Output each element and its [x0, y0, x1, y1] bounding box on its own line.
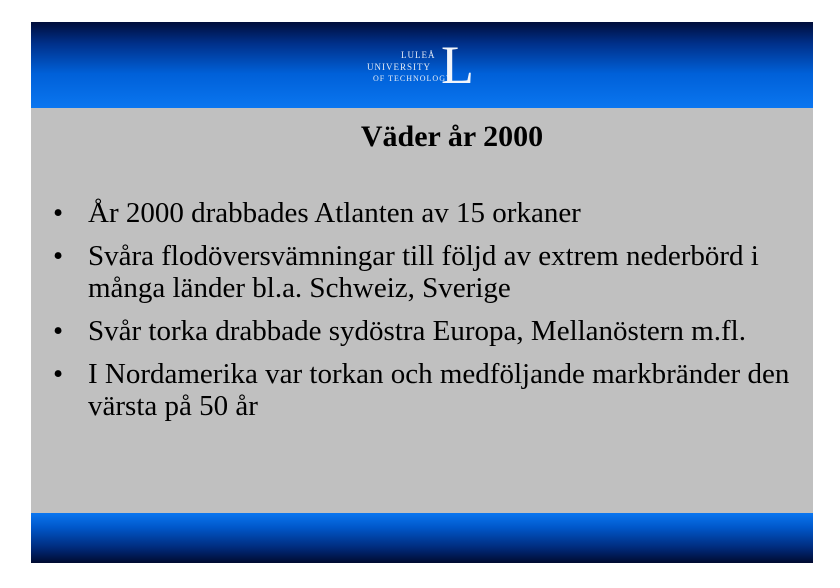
bullet-text: Svår torka drabbade sydöstra Europa, Mellanöstern m.fl.: [88, 315, 746, 347]
bullet-dot-icon: •: [53, 358, 64, 390]
logo-line-3: OF TECHNOLOGY: [373, 74, 453, 83]
bullet-item: [53, 240, 793, 304]
footer-band: [31, 513, 813, 563]
bullet-item: [53, 358, 793, 422]
logo-letter: L: [441, 35, 474, 95]
bullet-dot-icon: •: [53, 240, 64, 272]
bullet-item: [53, 315, 793, 347]
header-band: [31, 22, 813, 108]
slide-title: Väder år 2000: [360, 120, 544, 153]
logo-line-1: LULEÅ: [401, 50, 436, 60]
logo-line-2: UNIVERSITY: [367, 62, 431, 72]
bullet-item: [53, 197, 793, 229]
university-logo: [367, 35, 477, 95]
slide: [31, 22, 813, 563]
bullet-dot-icon: •: [53, 197, 64, 229]
bullet-text: År 2000 drabbades Atlanten av 15 orkaner: [88, 197, 581, 229]
bullet-text: Svåra flodöversvämningar till följd av extrem nederbörd i många länder bl.a. Schweiz, Sverige: [88, 240, 759, 304]
bullet-text: I Nordamerika var torkan och medföljande markbränder den värsta på 50 år: [88, 358, 790, 422]
bullet-dot-icon: •: [53, 315, 64, 347]
bullet-list: [53, 197, 793, 433]
